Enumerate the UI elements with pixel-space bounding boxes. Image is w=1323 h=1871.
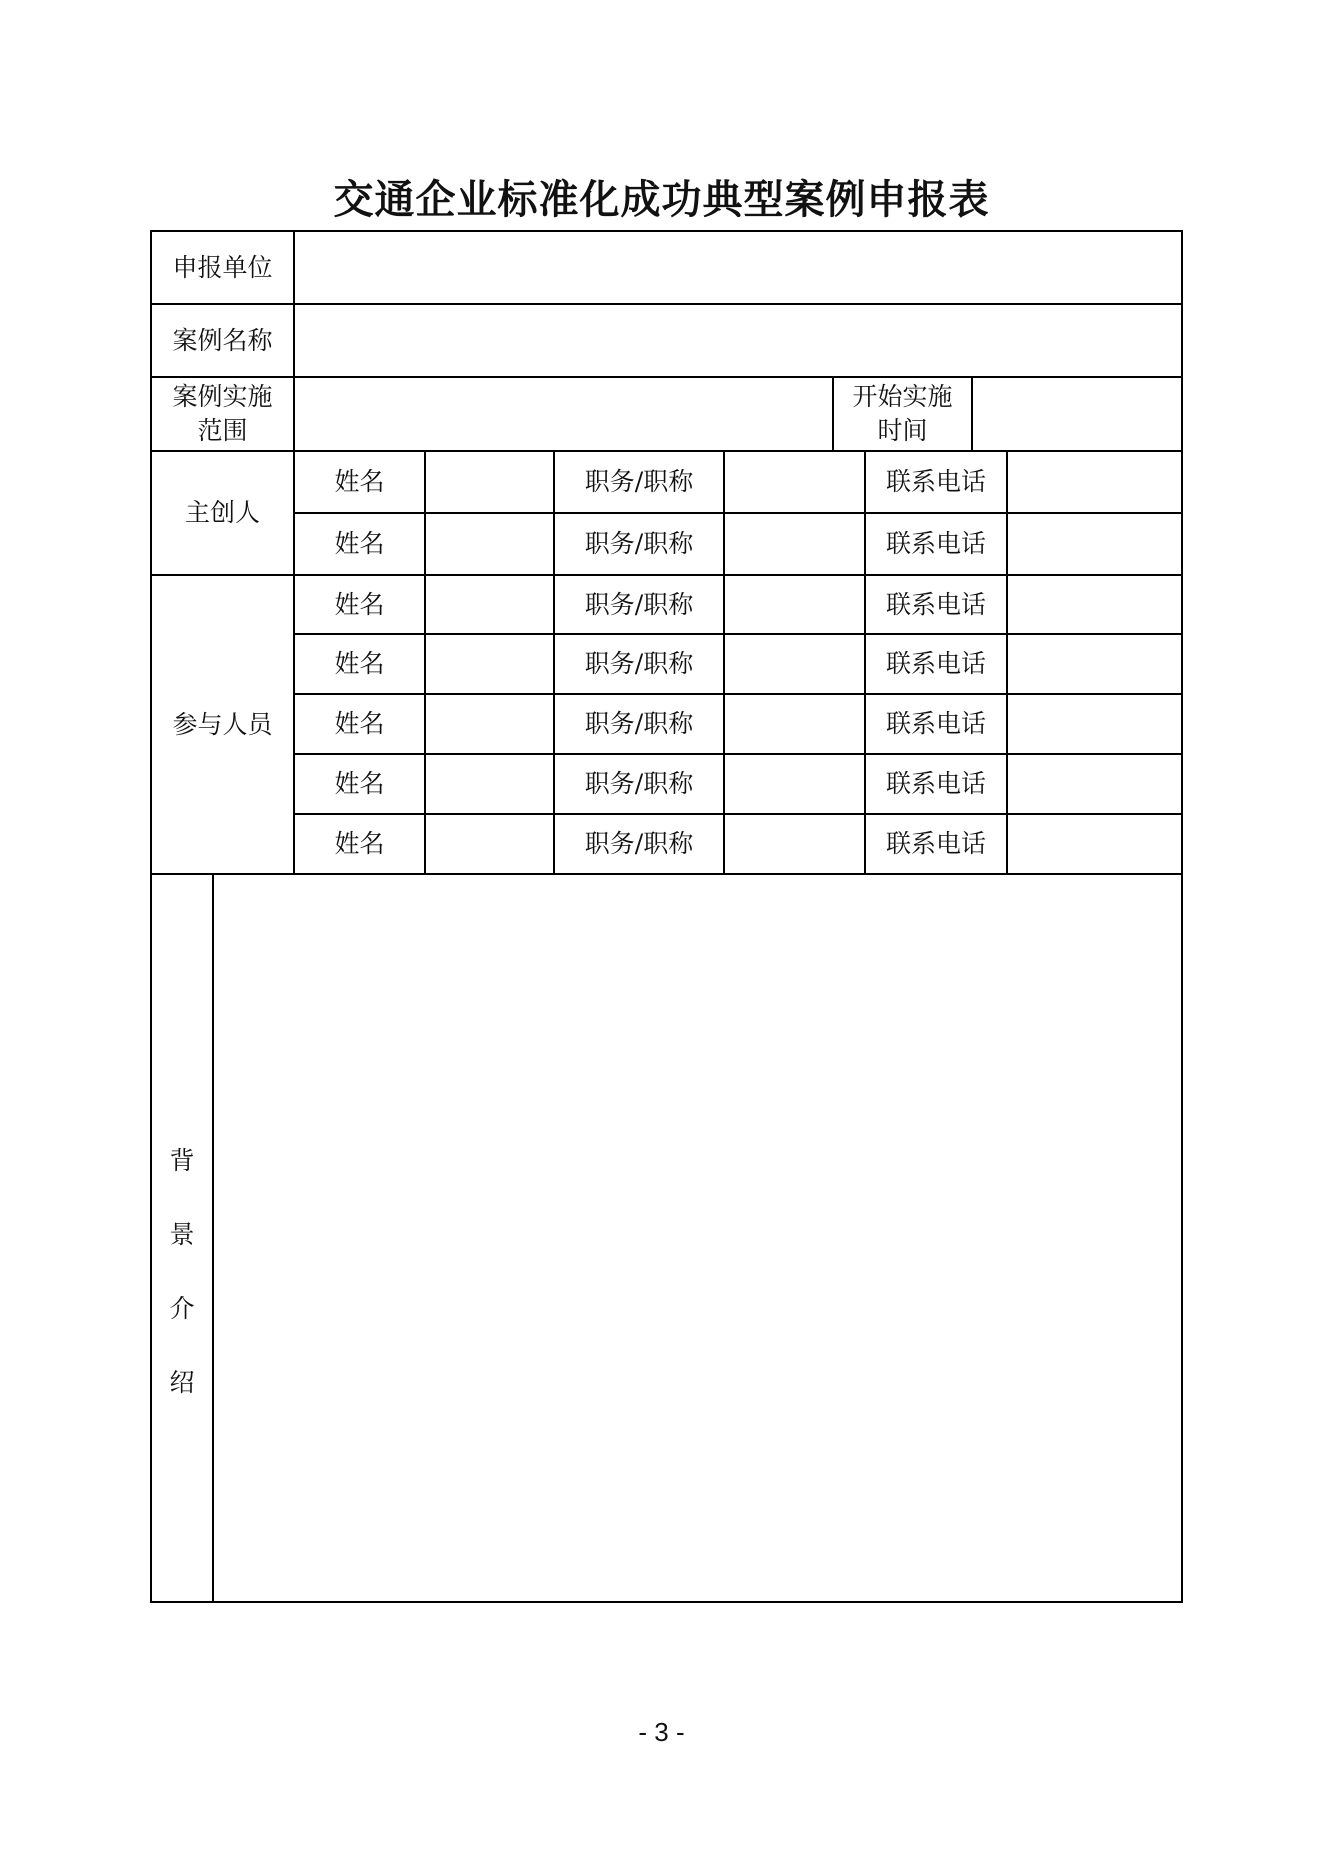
background-intro-char: 介: [169, 1294, 195, 1323]
position-field[interactable]: [725, 576, 864, 633]
name-label: 姓名: [334, 709, 385, 738]
start-time-label-line2: 时间: [877, 416, 928, 445]
position-field[interactable]: [725, 695, 864, 753]
name-label: 姓名: [334, 649, 385, 678]
position-field[interactable]: [725, 815, 864, 873]
name-label: 姓名: [334, 769, 385, 798]
background-intro-field[interactable]: [214, 875, 1181, 1601]
position-label: 职务/职称: [584, 589, 694, 619]
position-label: 职务/职称: [584, 769, 694, 798]
phone-field[interactable]: [1008, 815, 1181, 873]
position-label: 职务/职称: [584, 709, 694, 738]
phone-field[interactable]: [1008, 514, 1181, 574]
case-scope-label: [152, 378, 293, 450]
start-time-field[interactable]: [973, 378, 1181, 450]
case-scope-label-line2: 范围: [197, 416, 248, 445]
position-label: 职务/职称: [584, 529, 694, 558]
background-intro-char: 景: [169, 1220, 195, 1249]
phone-field[interactable]: [1008, 695, 1181, 753]
name-label: 姓名: [334, 589, 385, 619]
name-field[interactable]: [426, 635, 553, 693]
position-label: 职务/职称: [584, 649, 694, 678]
case-name-label: 案例名称: [172, 325, 273, 355]
position-label: 职务/职称: [584, 467, 694, 496]
phone-label: 联系电话: [885, 467, 986, 496]
start-time-label-line1: 开始实施: [852, 382, 953, 411]
phone-label: 联系电话: [885, 709, 986, 738]
case-scope-label-line1: 案例实施: [172, 382, 273, 411]
phone-field[interactable]: [1008, 576, 1181, 633]
start-time-label: [834, 378, 971, 450]
phone-label: 联系电话: [885, 829, 986, 858]
phone-field[interactable]: [1008, 635, 1181, 693]
name-label: 姓名: [334, 829, 385, 858]
phone-label: 联系电话: [885, 589, 986, 619]
page-number: - 3 -: [638, 1717, 685, 1747]
name-field[interactable]: [426, 755, 553, 813]
name-field[interactable]: [426, 452, 553, 512]
name-field[interactable]: [426, 695, 553, 753]
applicant-unit-label: 申报单位: [172, 252, 273, 282]
name-label: 姓名: [334, 529, 385, 558]
name-field[interactable]: [426, 815, 553, 873]
position-field[interactable]: [725, 452, 864, 512]
phone-field[interactable]: [1008, 452, 1181, 512]
position-field[interactable]: [725, 514, 864, 574]
background-intro-label: [152, 875, 212, 1601]
phone-field[interactable]: [1008, 755, 1181, 813]
applicant-unit-field[interactable]: [295, 232, 1181, 303]
page-title: 交通企业标准化成功典型案例申报表: [333, 177, 990, 223]
name-label: 姓名: [334, 467, 385, 496]
case-scope-field[interactable]: [295, 378, 832, 450]
position-field[interactable]: [725, 755, 864, 813]
background-intro-char: 绍: [169, 1368, 195, 1397]
case-name-field[interactable]: [295, 305, 1181, 376]
phone-label: 联系电话: [885, 649, 986, 678]
main-creators-label: 主创人: [184, 498, 260, 527]
name-field[interactable]: [426, 576, 553, 633]
background-intro-char: 背: [169, 1146, 195, 1175]
name-field[interactable]: [426, 514, 553, 574]
phone-label: 联系电话: [885, 529, 986, 558]
participants-label: 参与人员: [172, 709, 273, 739]
phone-label: 联系电话: [885, 769, 986, 798]
position-label: 职务/职称: [584, 829, 694, 858]
position-field[interactable]: [725, 635, 864, 693]
